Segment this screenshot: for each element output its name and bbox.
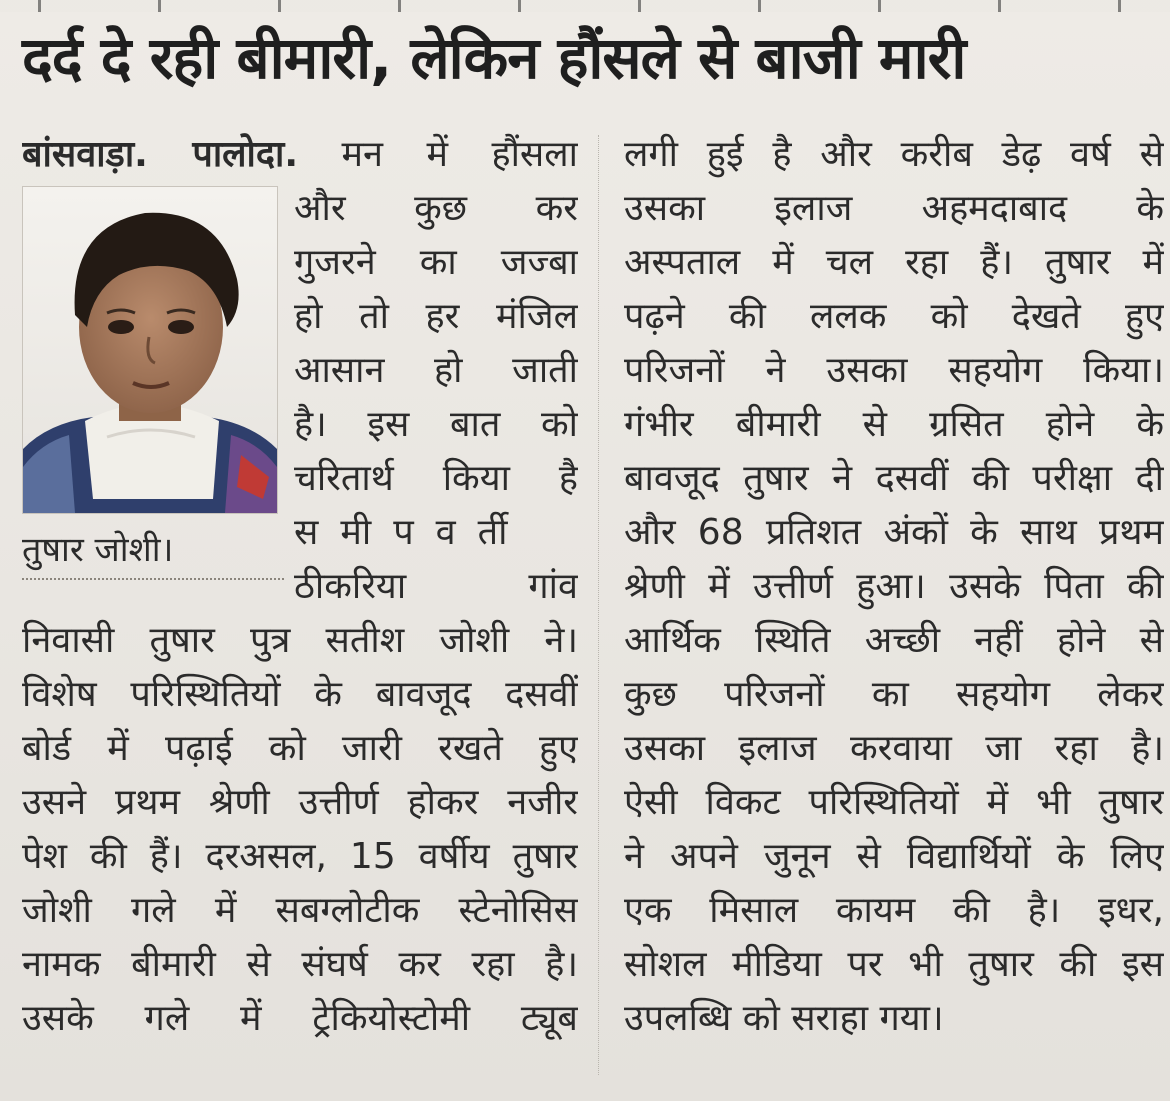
article-line-31: ने अपने जुनून से विद्यार्थियों के लिए <box>624 836 1164 877</box>
article-line-2: और कुछ कर <box>294 188 578 229</box>
article-line-25: और 68 प्रतिशत अंकों के साथ प्रथम <box>624 512 1164 553</box>
headline: दर्द दे रही बीमारी, लेकिन हौंसले से बाजी मारी <box>22 24 966 92</box>
article-line-15: जोशी गले में सबग्लोटीक स्टेनोसिस <box>22 890 578 931</box>
article-line-19: उसका इलाज अहमदाबाद के <box>624 188 1164 229</box>
article-line-30: ऐसी विकट परिस्थितियों में भी तुषार <box>624 782 1164 823</box>
caption-rule <box>22 578 284 580</box>
article-line-14: पेश की हैं। दरअसल, 15 वर्षीय तुषार <box>22 836 578 877</box>
right-column <box>624 128 1164 1088</box>
article-line-8: समीपवर्ती <box>294 512 530 553</box>
article-line-24: बावजूद तुषार ने दसवीं की परीक्षा दी <box>624 458 1164 499</box>
article-line-21: पढ़ने की ललक को देखते हुए <box>624 296 1164 337</box>
article-line-9: ठीकरिया गांव <box>294 566 578 607</box>
article-line-13: उसने प्रथम श्रेणी उत्तीर्ण होकर नजीर <box>22 782 578 823</box>
previous-article-strip <box>0 0 1170 12</box>
article-line-32: एक मिसाल कायम की है। इधर, <box>624 890 1164 931</box>
article-line-11: विशेष परिस्थितियों के बावजूद दसवीं <box>22 674 578 715</box>
article-line-12: बोर्ड में पढ़ाई को जारी रखते हुए <box>22 728 578 769</box>
student-portrait-image <box>23 187 277 513</box>
dateline: बांसवाड़ा. पालोदा. <box>22 134 299 175</box>
article-line-18: लगी हुई है और करीब डेढ़ वर्ष से <box>624 134 1164 175</box>
article-line-34: उपलब्धि को सराहा गया। <box>624 998 944 1039</box>
column-divider <box>598 135 599 1075</box>
article-line-3: गुजरने का जज्बा <box>294 242 578 283</box>
article-line-20: अस्पताल में चल रहा हैं। तुषार में <box>624 242 1164 283</box>
article-line-1 <box>22 128 578 182</box>
article-line-33: सोशल मीडिया पर भी तुषार की इस <box>624 944 1164 985</box>
article-line-29: उसका इलाज करवाया जा रहा है। <box>624 728 1164 769</box>
article-line-27: आर्थिक स्थिति अच्छी नहीं होने से <box>624 620 1164 661</box>
article-line-16: नामक बीमारी से संघर्ष कर रहा है। <box>22 944 578 985</box>
article-line-26: श्रेणी में उत्तीर्ण हुआ। उसके पिता की <box>624 566 1164 607</box>
photo-caption: तुषार जोशी। <box>22 530 174 570</box>
article-line-17: उसके गले में ट्रेकियोस्टोमी ट्यूब <box>22 998 578 1039</box>
student-photo <box>22 186 278 514</box>
article-line-10: निवासी तुषार पुत्र सतीश जोशी ने। <box>22 620 578 661</box>
article-line-4: हो तो हर मंजिल <box>294 296 578 337</box>
article-line-6: है। इस बात को <box>294 404 578 445</box>
article-line-5: आसान हो जाती <box>294 350 578 391</box>
article-line-7: चरितार्थ किया है <box>294 458 578 499</box>
article-line-22: परिजनों ने उसका सहयोग किया। <box>624 350 1164 391</box>
left-column <box>22 128 578 1088</box>
article-line-28: कुछ परिजनों का सहयोग लेकर <box>624 674 1164 715</box>
article-line-1-text: मन में हौंसला <box>341 134 578 175</box>
article-line-23: गंभीर बीमारी से ग्रसित होने के <box>624 404 1164 445</box>
